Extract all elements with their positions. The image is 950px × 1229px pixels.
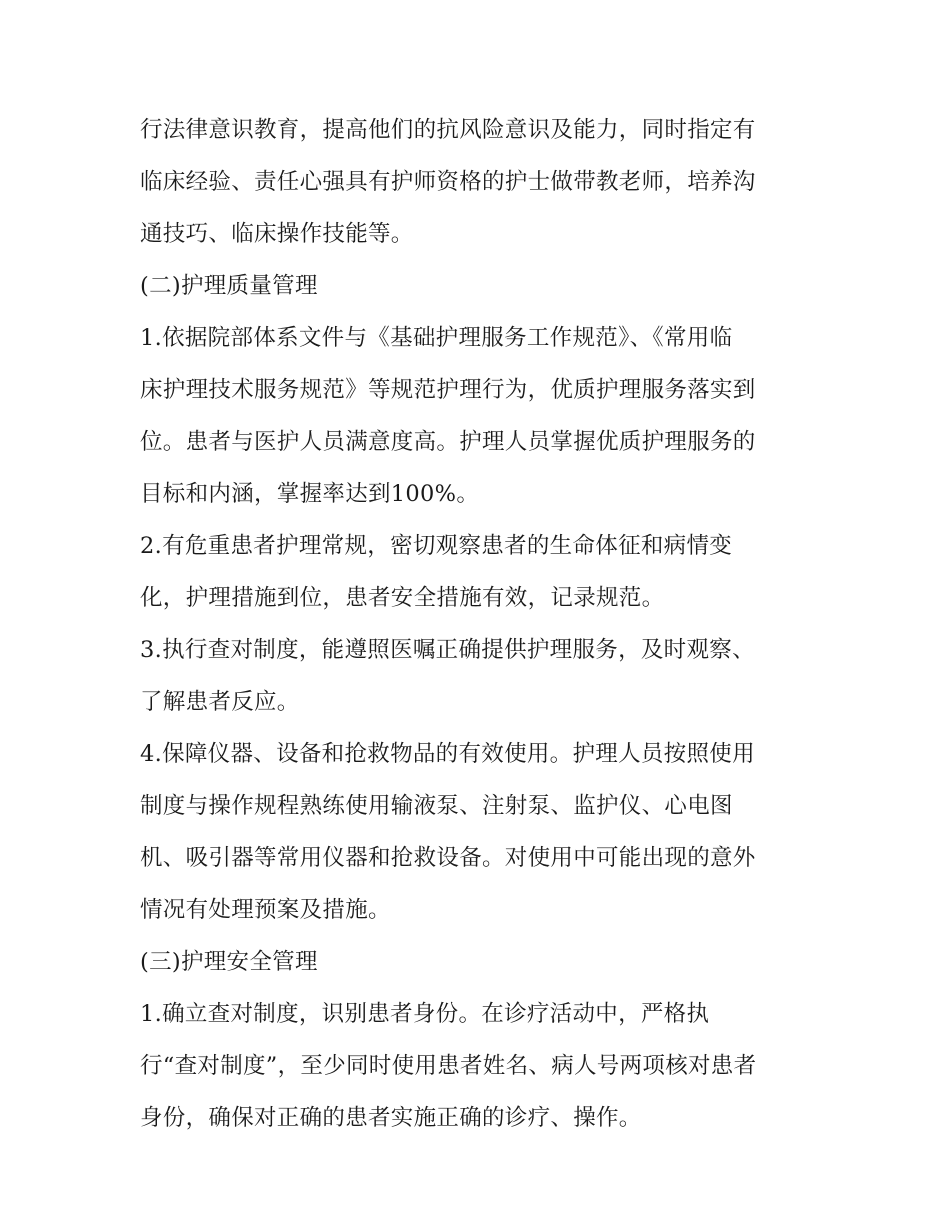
text-line: 制度与操作规程熟练使用输液泵、注射泵、监护仪、心电图: [140, 793, 733, 819]
text-line: 床护理技术服务规范》等规范护理行为，优质护理服务落实到: [140, 377, 756, 403]
text-line: 化，护理措施到位，患者安全措施有效，记录规范。: [140, 585, 665, 611]
text-line: 目标和内涵，掌握率达到100%。: [140, 481, 480, 507]
text-line: 位。患者与医护人员满意度高。护理人员掌握优质护理服务的: [140, 429, 756, 455]
text-line: 1.确立查对制度，识别患者身份。在诊疗活动中，严格执: [140, 1001, 710, 1027]
text-line: 4.保障仪器、设备和抢救物品的有效使用。护理人员按照使用: [140, 741, 755, 767]
text-line: 行法律意识教育，提高他们的抗风险意识及能力，同时指定有: [140, 117, 756, 143]
section-heading: (三)护理安全管理: [140, 949, 318, 975]
section-heading: (二)护理质量管理: [140, 273, 318, 299]
text-line: 2.有危重患者护理常规，密切观察患者的生命体征和病情变: [140, 533, 733, 559]
text-line: 了解患者反应。: [140, 689, 300, 715]
text-line: 3.执行查对制度，能遵照医嘱正确提供护理服务，及时观察、: [140, 637, 755, 663]
text-line: 临床经验、责任心强具有护师资格的护士做带教老师，培养沟: [140, 169, 756, 195]
text-line: 身份，确保对正确的患者实施正确的诊疗、操作。: [140, 1105, 642, 1131]
text-line: 通技巧、临床操作技能等。: [140, 221, 414, 247]
text-line: 行“查对制度”，至少同时使用患者姓名、病人号两项核对患者: [140, 1053, 757, 1079]
text-line: 1.依据院部体系文件与《基础护理服务工作规范》、《常用临: [140, 325, 733, 351]
document-body: [140, 104, 820, 1144]
text-line: 机、吸引器等常用仪器和抢救设备。对使用中可能出现的意外: [140, 845, 756, 871]
text-line: 情况有处理预案及措施。: [140, 897, 391, 923]
